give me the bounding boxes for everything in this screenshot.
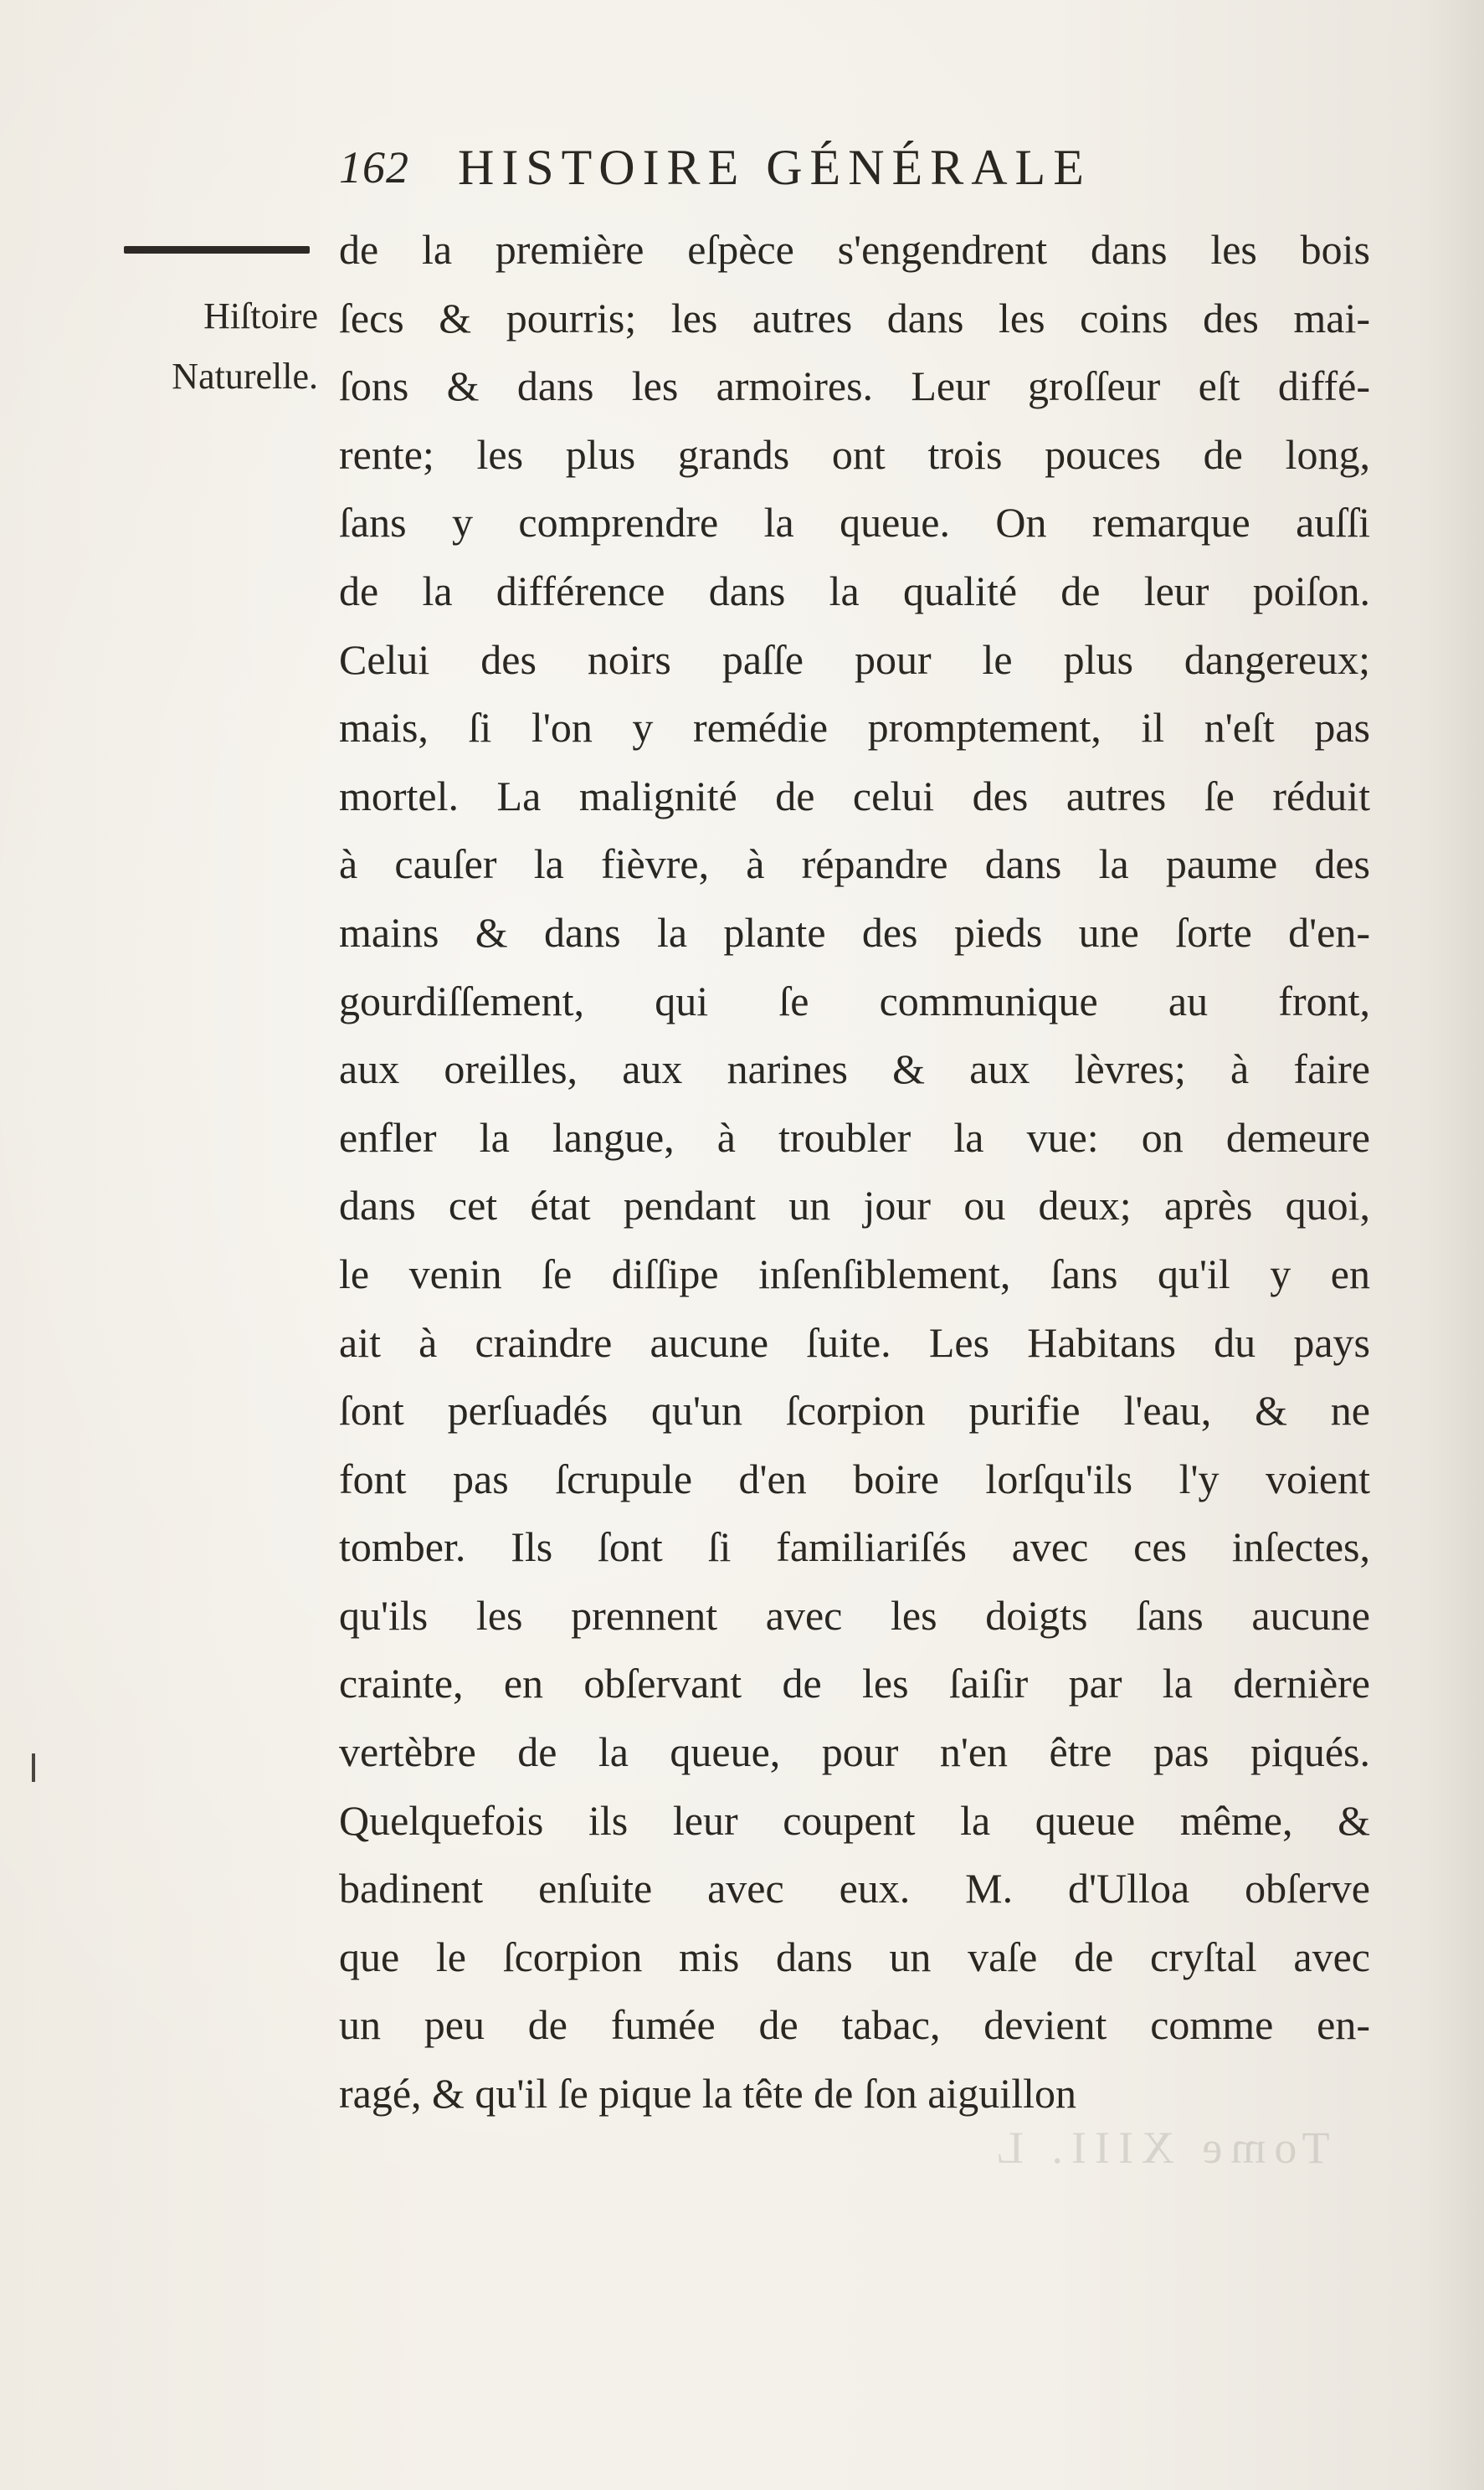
text-line: vertèbre de la queue, pour n'en être pas piqués. xyxy=(339,1728,1370,1776)
stray-ink-mark xyxy=(32,1753,35,1782)
show-through-text: Tome XIII. L xyxy=(988,2123,1330,2173)
text-line: tomber. Ils ſont ſi familiariſés avec ces inſectes, xyxy=(339,1523,1370,1571)
text-line: ſecs & pourris; les autres dans les coins des mai- xyxy=(339,294,1370,341)
text-line: dans cet état pendant un jour ou deux; après quoi, xyxy=(339,1182,1370,1230)
text-line: aux oreilles, aux narines & aux lèvres; à faire xyxy=(339,1045,1370,1093)
text-line: Celui des noirs paſſe pour le plus dangereux; xyxy=(339,635,1370,683)
text-line: mains & dans la plante des pieds une ſorte d'en- xyxy=(339,908,1370,956)
spine-shadow xyxy=(1425,0,1484,2490)
text-line: mortel. La malignité de celui des autres ſe réduit xyxy=(339,772,1370,819)
text-line: un peu de fumée de tabac, devient comme en- xyxy=(339,2001,1370,2049)
text-line: qu'ils les prennent avec les doigts ſans aucune xyxy=(339,1591,1370,1639)
text-line: que le ſcorpion mis dans un vaſe de cryſtal avec xyxy=(339,1933,1370,1980)
text-line: ſans y comprendre la queue. On remarque auſſi xyxy=(339,499,1370,547)
text-line: Quelquefois ils leur coupent la queue même, & xyxy=(339,1796,1370,1844)
text-line: ragé, & qu'il ſe pique la tête de ſon aiguillon xyxy=(339,2070,1076,2118)
text-line: de la différence dans la qualité de leur poiſon. xyxy=(339,567,1370,614)
text-line: enfler la langue, à troubler la vue: on demeure xyxy=(339,1113,1370,1161)
page-header xyxy=(339,134,1209,201)
text-line: badinent enſuite avec eux. M. d'Ulloa obſerve xyxy=(339,1865,1370,1912)
text-line: rente; les plus grands ont trois pouces de long, xyxy=(339,430,1370,478)
text-line: de la première eſpèce s'engendrent dans les bois xyxy=(339,226,1370,273)
running-head: HISTOIRE GÉNÉRALE xyxy=(458,139,1091,195)
text-line: ſont perſuadés qu'un ſcorpion purifie l'eau, & ne xyxy=(339,1387,1370,1435)
text-line: à cauſer la fièvre, à répandre dans la paume des xyxy=(339,840,1370,888)
text-line: ſons & dans les armoires. Leur groſſeur eſt diffé- xyxy=(339,362,1370,410)
text-line: crainte, en obſervant de les ſaiſir par la dernière xyxy=(339,1660,1370,1707)
margin-rule xyxy=(124,246,310,254)
text-line: font pas ſcrupule d'en boire lorſqu'ils l'y voient xyxy=(339,1455,1370,1502)
text-line: le venin ſe diſſipe inſenſiblement, ſans qu'il y en xyxy=(339,1250,1370,1297)
margin-note xyxy=(92,286,318,407)
page-number: 162 xyxy=(339,142,409,193)
text-line: mais, ſi l'on y remédie promptement, il n'eſt pas xyxy=(339,704,1370,752)
margin-note-line: Naturelle. xyxy=(172,356,318,397)
body-text xyxy=(339,216,1370,2128)
margin-note-line: Hiſtoire xyxy=(203,295,318,336)
text-line: ait à craindre aucune ſuite. Les Habitans du pays xyxy=(339,1318,1370,1366)
text-line: gourdiſſement, qui ſe communique au front, xyxy=(339,977,1370,1024)
